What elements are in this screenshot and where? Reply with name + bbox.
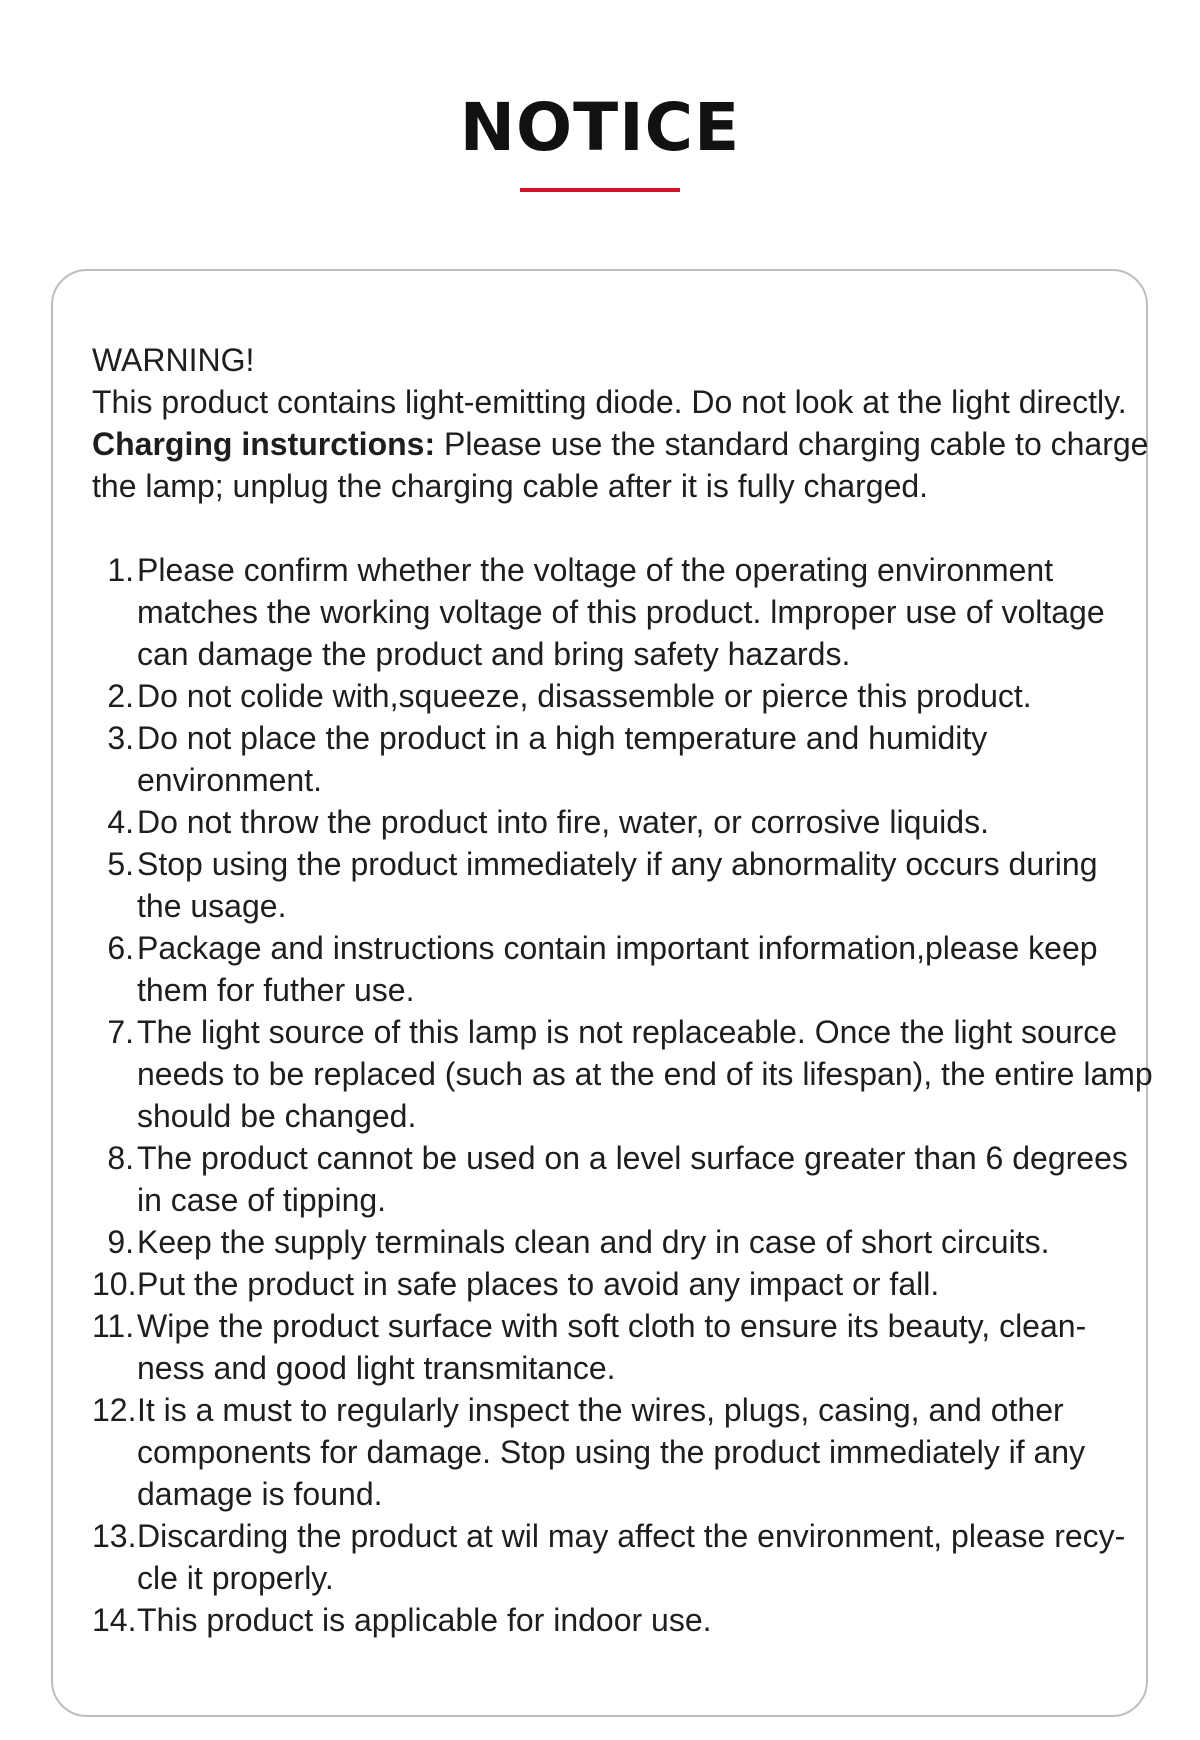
list-item	[92, 1305, 1132, 1389]
list-item-line: Put the product in safe places to avoid any impact or fall.	[137, 1266, 940, 1302]
list-item	[92, 843, 1132, 927]
list-item-number: 3.	[107, 720, 134, 756]
list-item	[92, 1221, 1132, 1263]
list-item	[92, 1137, 1132, 1221]
charging-instructions	[92, 423, 1149, 465]
list-item-number: 4.	[107, 804, 134, 840]
charging-label: Charging insturctions:	[92, 426, 436, 462]
list-item-line: can damage the product and bring safety hazards.	[137, 636, 851, 672]
list-item-line: Discarding the product at wil may affect the environment, please recy-	[137, 1518, 1126, 1554]
list-item-number: 6.	[107, 930, 134, 966]
list-item	[92, 675, 1132, 717]
list-item-line: The product cannot be used on a level surface greater than 6 degrees	[137, 1140, 1128, 1176]
list-item-line: Do not colide with,squeeze, disassemble or pierce this product.	[137, 678, 1032, 714]
list-item-line: them for futher use.	[137, 972, 415, 1008]
list-item-line: Do not place the product in a high temperature and humidity	[137, 720, 988, 756]
list-item-number: 1.	[107, 552, 134, 588]
list-item-line: needs to be replaced (such as at the end of its lifespan), the entire lamp	[137, 1056, 1153, 1092]
list-item-number: 10.	[92, 1266, 137, 1302]
list-item	[92, 1515, 1132, 1599]
list-item	[92, 1389, 1132, 1515]
list-item	[92, 549, 1132, 675]
list-item-number: 2.	[107, 678, 134, 714]
list-item	[92, 717, 1132, 801]
notice-content	[92, 339, 1153, 1641]
page-title: NOTICE	[459, 89, 741, 166]
list-item-line: cle it properly.	[137, 1560, 334, 1596]
list-item-line: the usage.	[137, 888, 287, 924]
list-item-line: should be changed.	[137, 1098, 417, 1134]
list-item-line: in case of tipping.	[137, 1182, 387, 1218]
list-item-number: 5.	[107, 846, 134, 882]
list-item-line: It is a must to regularly inspect the wires, plugs, casing, and other	[137, 1392, 1064, 1428]
list-item-line: ness and good light transmitance.	[137, 1350, 616, 1386]
list-item-line: damage is found.	[137, 1476, 383, 1512]
list-item-line: Stop using the product immediately if any abnormality occurs during	[137, 846, 1098, 882]
list-item-number: 11.	[92, 1308, 135, 1344]
list-item-line: Keep the supply terminals clean and dry in case of short circuits.	[137, 1224, 1050, 1260]
list-item	[92, 1599, 1132, 1641]
list-item-line: Please confirm whether the voltage of the operating environment	[137, 552, 1054, 588]
charging-text-2: the lamp; unplug the charging cable after it is fully charged.	[92, 468, 929, 504]
led-warning-text: This product contains light-emitting diode. Do not look at the light directly.	[92, 384, 1127, 420]
list-item	[92, 1263, 1132, 1305]
spacer	[92, 507, 1132, 549]
list-item	[92, 801, 1132, 843]
instructions-list	[92, 549, 1153, 1641]
list-item-number: 8.	[107, 1140, 134, 1176]
list-item-line: environment.	[137, 762, 322, 798]
list-item-number: 9.	[107, 1224, 134, 1260]
list-item-line: Package and instructions contain important information,please keep	[137, 930, 1098, 966]
charging-text-1: Please use the standard charging cable to charge	[435, 426, 1149, 462]
list-item	[92, 927, 1132, 1011]
list-item-line: components for damage. Stop using the product immediately if any	[137, 1434, 1086, 1470]
list-item-number: 13.	[92, 1518, 137, 1554]
list-item-line: Wipe the product surface with soft cloth to ensure its beauty, clean-	[137, 1308, 1087, 1344]
list-item-line: The light source of this lamp is not replaceable. Once the light source	[137, 1014, 1118, 1050]
list-item	[92, 1011, 1153, 1137]
list-item-number: 7.	[107, 1014, 134, 1050]
list-item-number: 14.	[92, 1602, 137, 1638]
list-item-line: This product is applicable for indoor use.	[137, 1602, 712, 1638]
title-underline	[520, 188, 680, 192]
warning-heading: WARNING!	[92, 342, 255, 378]
list-item-line: matches the working voltage of this product. lmproper use of voltage	[137, 594, 1105, 630]
list-item-number: 12.	[92, 1392, 137, 1428]
list-item-line: Do not throw the product into fire, water, or corrosive liquids.	[137, 804, 989, 840]
